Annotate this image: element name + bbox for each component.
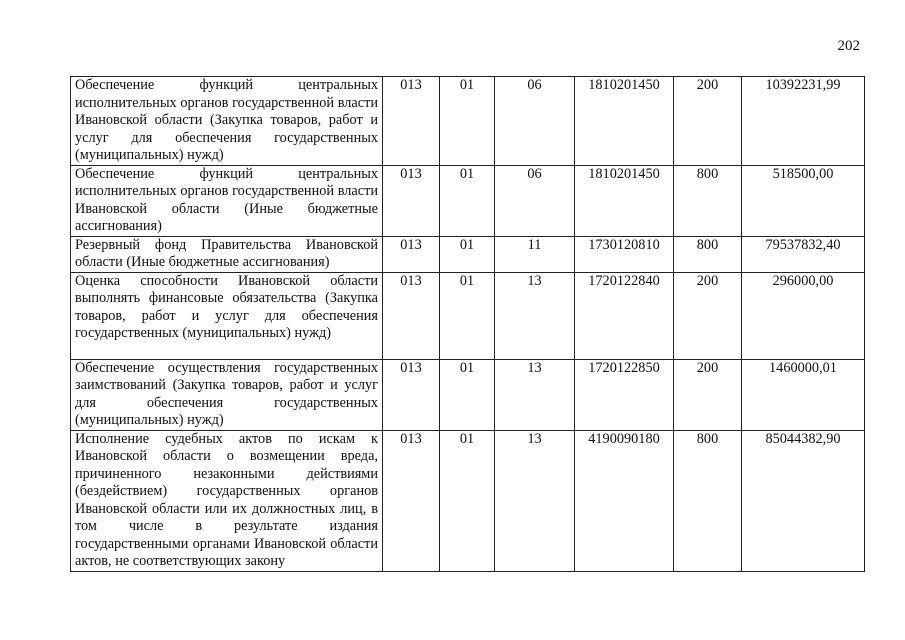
ministry-code: 013 bbox=[383, 430, 440, 571]
section-code: 01 bbox=[440, 430, 495, 571]
expense-type-code: 200 bbox=[674, 77, 742, 166]
subsection-code: 13 bbox=[495, 272, 575, 359]
expense-type-code: 800 bbox=[674, 430, 742, 571]
target-article-code: 1810201450 bbox=[575, 165, 674, 236]
amount: 518500,00 bbox=[742, 165, 865, 236]
row-description: Резервный фонд Правительства Ивановской области (Иные бюджетные ассигнования) bbox=[71, 236, 383, 272]
table-row bbox=[71, 359, 865, 430]
table-row bbox=[71, 272, 865, 359]
subsection-code: 13 bbox=[495, 359, 575, 430]
section-code: 01 bbox=[440, 165, 495, 236]
amount: 10392231,99 bbox=[742, 77, 865, 166]
ministry-code: 013 bbox=[383, 359, 440, 430]
row-description: Оценка способности Ивановской области выполнять финансовые обязательства (Закупка товаров, работ и услуг для обеспечения государственных (муниципальных) нужд) bbox=[71, 272, 383, 359]
row-description: Обеспечение осуществления государственных заимствований (Закупка товаров, работ и услуг для обеспечения государственных (муниципальных) нужд) bbox=[71, 359, 383, 430]
ministry-code: 013 bbox=[383, 272, 440, 359]
row-description: Обеспечение функций центральных исполнительных органов государственной власти Ивановской области (Закупка товаров, работ и услуг для обеспечения государственных (муниципальных) нужд) bbox=[71, 77, 383, 166]
target-article-code: 4190090180 bbox=[575, 430, 674, 571]
subsection-code: 06 bbox=[495, 77, 575, 166]
expense-type-code: 200 bbox=[674, 359, 742, 430]
expense-type-code: 200 bbox=[674, 272, 742, 359]
amount: 85044382,90 bbox=[742, 430, 865, 571]
section-code: 01 bbox=[440, 359, 495, 430]
table-row bbox=[71, 236, 865, 272]
subsection-code: 06 bbox=[495, 165, 575, 236]
amount: 296000,00 bbox=[742, 272, 865, 359]
ministry-code: 013 bbox=[383, 236, 440, 272]
row-description: Исполнение судебных актов по искам к Ивановской области о возмещении вреда, причиненного незаконными действиями (бездействием) государственных органов Ивановской области или их должностных лиц, в том числе в результате издания государственными органами Ивановской области актов, не соответствующих закону bbox=[71, 430, 383, 571]
subsection-code: 13 bbox=[495, 430, 575, 571]
page-number: 202 bbox=[837, 38, 860, 54]
section-code: 01 bbox=[440, 77, 495, 166]
amount: 1460000,01 bbox=[742, 359, 865, 430]
ministry-code: 013 bbox=[383, 77, 440, 166]
table-row bbox=[71, 165, 865, 236]
section-code: 01 bbox=[440, 236, 495, 272]
target-article-code: 1730120810 bbox=[575, 236, 674, 272]
amount: 79537832,40 bbox=[742, 236, 865, 272]
expense-type-code: 800 bbox=[674, 236, 742, 272]
table-row bbox=[71, 77, 865, 166]
expense-type-code: 800 bbox=[674, 165, 742, 236]
target-article-code: 1720122850 bbox=[575, 359, 674, 430]
row-description: Обеспечение функций центральных исполнительных органов государственной власти Ивановской области (Иные бюджетные ассигнования) bbox=[71, 165, 383, 236]
target-article-code: 1810201450 bbox=[575, 77, 674, 166]
table-row bbox=[71, 430, 865, 571]
subsection-code: 11 bbox=[495, 236, 575, 272]
section-code: 01 bbox=[440, 272, 495, 359]
budget-table bbox=[70, 76, 865, 572]
ministry-code: 013 bbox=[383, 165, 440, 236]
target-article-code: 1720122840 bbox=[575, 272, 674, 359]
